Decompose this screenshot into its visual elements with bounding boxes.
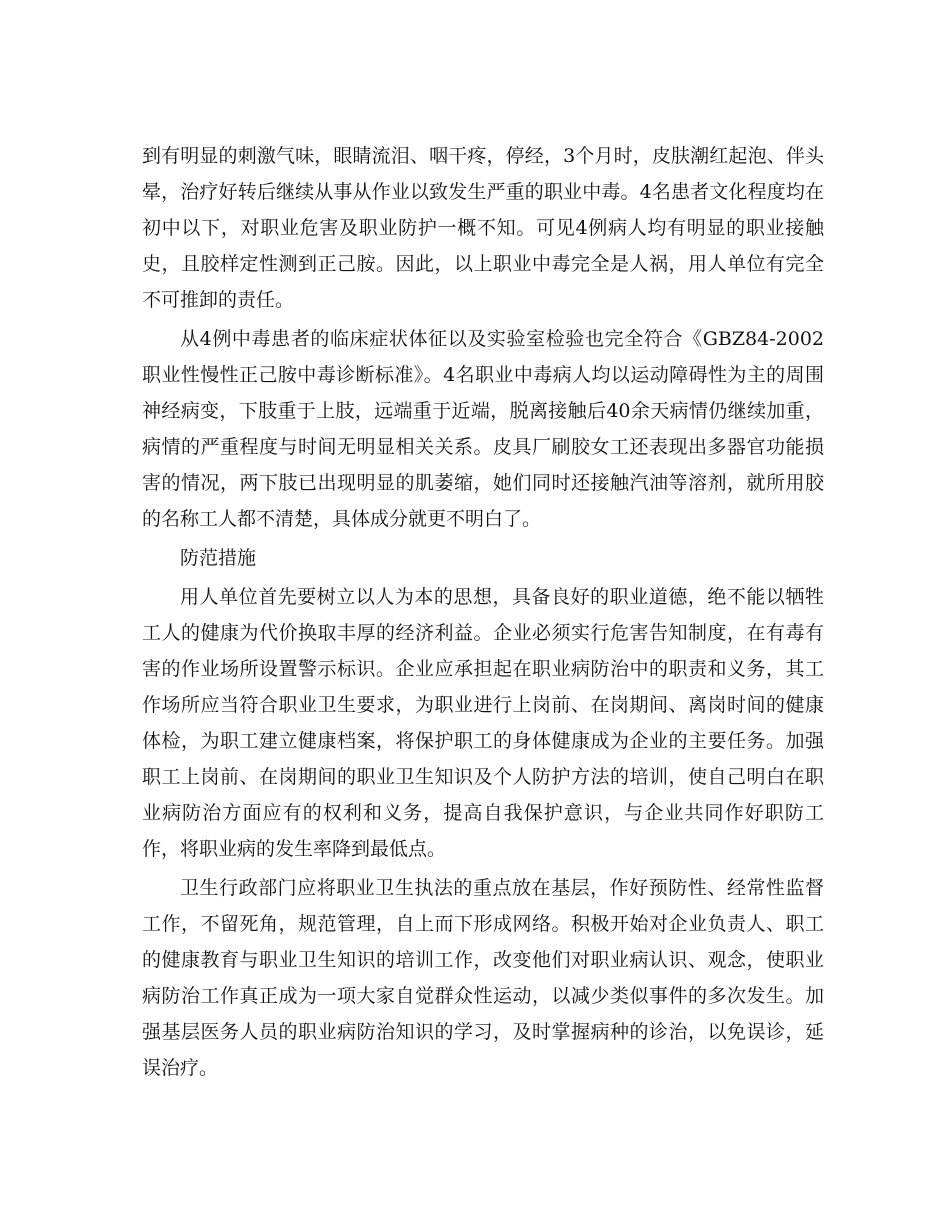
document-body [142,138,824,1089]
paragraph-health-authority: 卫生行政部门应将职业卫生执法的重点放在基层，作好预防性、经常性监督工作，不留死角，规范管理，自上而下形成网络。积极开始对企业负责人、职工的健康教育与职业卫生知识的培训工作，改变他们对职业病认识、观念，使职业病防治工作真正成为一项大家自觉群众性运动，以减少类似事件的多次发生。加强基层医务人员的职业病防治知识的学习，及时掌握病种的诊治，以免误诊，延误治疗。 [142,877,824,1079]
section-heading-prevention: 防范措施 [180,547,257,569]
paragraph-employer-measures: 用人单位首先要树立以人为本的思想，具备良好的职业道德，绝不能以牺牲工人的健康为代价换取丰厚的经济利益。企业必须实行危害告知制度，在有毒有害的作业场所设置警示标识。企业应承担起在职业病防治中的职责和义务，其工作场所应当符合职业卫生要求，为职业进行上岗前、在岗期间、离岗时间的健康体检，为职工建立健康档案，将保护职工的身体健康成为企业的主要任务。加强职工上岗前、在岗期间的职业卫生知识及个人防护方法的培训，使自己明白在职业病防治方面应有的权利和义务，提高自我保护意识，与企业共同作好职防工作，将职业病的发生率降到最低点。 [142,586,824,860]
paragraph-clinical-diagnosis: 从4例中毒患者的临床症状体征以及实验室检验也完全符合《GBZ84-2002职业性慢性正己胺中毒诊断标准》。4名职业中毒病人均以运动障碍性为主的周围神经病变，下肢重于上肢，远端重于近端，脱离接触后40余天病情仍继续加重，病情的严重程度与时间无明显相关关系。皮具厂刷胶女工还表现出多器官功能损害的情况，两下肢已出现明显的肌萎缩，她们同时还接触汽油等溶剂，就所用胶的名称工人都不清楚，具体成分就更不明白了。 [142,328,824,530]
paragraph-continuation: 到有明显的刺激气味，眼睛流泪、咽干疼，停经，3个月时，皮肤潮红起泡、伴头晕，治疗好转后继续从事从作业以致发生严重的职业中毒。4名患者文化程度均在初中以下，对职业危害及职业防护一概不知。可见4例病人均有明显的职业接触史，且胶样定性测到正己胺。因此，以上职业中毒完全是人祸，用人单位有完全不可推卸的责任。 [142,145,824,311]
